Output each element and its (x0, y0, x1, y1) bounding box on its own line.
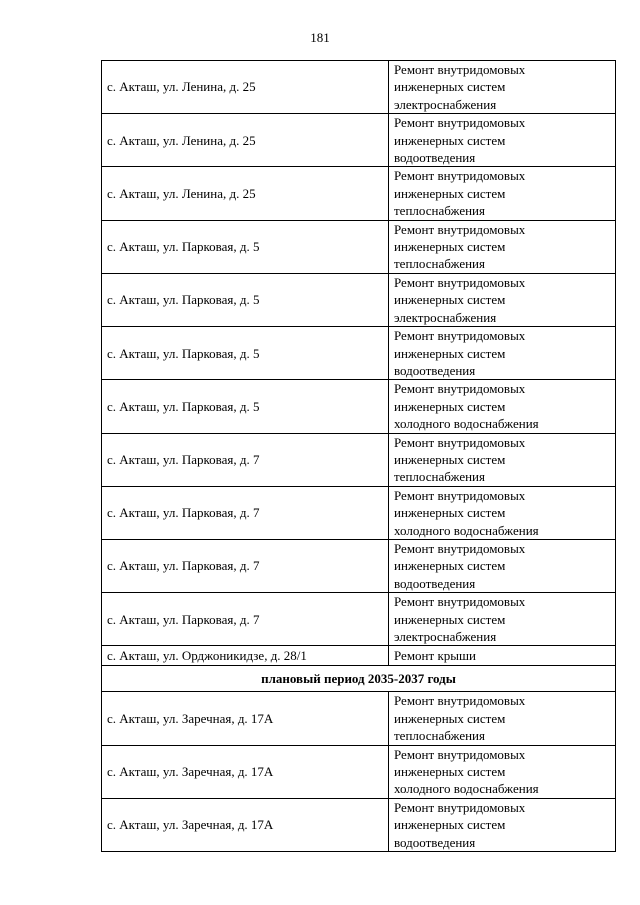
table-row (102, 114, 616, 167)
work-type-line: электроснабжения (394, 309, 497, 325)
address-cell: с. Акташ, ул. Орджоникидзе, д. 28/1 (102, 646, 389, 666)
work-type-cell (389, 745, 616, 798)
work-type-line: теплоснабжения (394, 728, 485, 744)
work-type-line: Ремонт внутридомовых (394, 115, 526, 131)
work-type-line: инженерных систем (394, 79, 506, 95)
work-type-line: Ремонт внутридомовых (394, 594, 526, 610)
work-type-line: Ремонт внутридомовых (394, 168, 526, 184)
work-type-line: водоотведения (394, 150, 476, 166)
work-type-cell (389, 380, 616, 433)
works-table (101, 60, 616, 852)
table-row (102, 593, 616, 646)
table-row (102, 646, 616, 666)
work-type-line: инженерных систем (394, 451, 506, 467)
work-type-cell (389, 798, 616, 851)
work-type-cell (389, 61, 616, 114)
section-header-row (102, 666, 616, 692)
work-type-cell (389, 692, 616, 745)
work-type-line: теплоснабжения (394, 256, 485, 272)
work-type-line: инженерных систем (394, 710, 506, 726)
work-type-line: Ремонт внутридомовых (394, 274, 526, 290)
address-cell: с. Акташ, ул. Заречная, д. 17А (102, 692, 389, 745)
table-body-planned-period (102, 692, 616, 852)
work-type-line: инженерных систем (394, 239, 506, 255)
address-cell: с. Акташ, ул. Парковая, д. 7 (102, 593, 389, 646)
table-row (102, 745, 616, 798)
table-row (102, 692, 616, 745)
address-cell: с. Акташ, ул. Ленина, д. 25 (102, 114, 389, 167)
work-type-line: Ремонт внутридомовых (394, 693, 526, 709)
work-type-line: инженерных систем (394, 611, 506, 627)
address-cell: с. Акташ, ул. Заречная, д. 17А (102, 798, 389, 851)
work-type-cell (389, 646, 616, 666)
work-type-line: электроснабжения (394, 629, 497, 644)
work-type-line: инженерных систем (394, 817, 506, 833)
work-type-line: водоотведения (394, 362, 476, 378)
table-row (102, 167, 616, 220)
work-type-line: теплоснабжения (394, 203, 485, 219)
work-type-line: Ремонт внутридомовых (394, 434, 526, 450)
work-type-cell (389, 167, 616, 220)
table-row (102, 486, 616, 539)
table-row (102, 220, 616, 273)
address-cell: с. Акташ, ул. Парковая, д. 7 (102, 486, 389, 539)
work-type-line: Ремонт внутридомовых (394, 799, 526, 815)
work-type-line: инженерных систем (394, 345, 506, 361)
work-type-line: Ремонт внутридомовых (394, 746, 526, 762)
work-type-line: водоотведения (394, 834, 476, 850)
work-type-line: инженерных систем (394, 132, 506, 148)
work-type-cell (389, 433, 616, 486)
address-cell: с. Акташ, ул. Парковая, д. 5 (102, 273, 389, 326)
work-type-line: инженерных систем (394, 398, 506, 414)
address-cell: с. Акташ, ул. Парковая, д. 5 (102, 380, 389, 433)
table-body-section-header (102, 666, 616, 692)
work-type-cell (389, 539, 616, 592)
address-cell: с. Акташ, ул. Парковая, д. 7 (102, 539, 389, 592)
table-row (102, 327, 616, 380)
table-row (102, 539, 616, 592)
work-type-cell (389, 114, 616, 167)
work-type-cell (389, 327, 616, 380)
work-type-line: инженерных систем (394, 558, 506, 574)
work-type-line: электроснабжения (394, 96, 497, 112)
work-type-line: инженерных систем (394, 764, 506, 780)
section-title: плановый период 2035-2037 годы (102, 666, 616, 692)
address-cell: с. Акташ, ул. Заречная, д. 17А (102, 745, 389, 798)
address-cell: с. Акташ, ул. Парковая, д. 5 (102, 220, 389, 273)
table-row (102, 273, 616, 326)
work-type-line: инженерных систем (394, 505, 506, 521)
work-type-cell (389, 273, 616, 326)
table-body-current-period (102, 61, 616, 666)
work-type-line: Ремонт крыши (394, 648, 476, 664)
work-type-line: Ремонт внутридомовых (394, 381, 526, 397)
work-type-line: холодного водоснабжения (394, 522, 539, 538)
work-type-line: инженерных систем (394, 292, 506, 308)
work-type-line: Ремонт внутридомовых (394, 540, 526, 556)
table-row (102, 798, 616, 851)
work-type-line: Ремонт внутридомовых (394, 487, 526, 503)
work-type-line: холодного водоснабжения (394, 781, 539, 797)
work-type-line: Ремонт внутридомовых (394, 221, 526, 237)
work-type-line: Ремонт внутридомовых (394, 62, 526, 77)
address-cell: с. Акташ, ул. Парковая, д. 7 (102, 433, 389, 486)
work-type-line: теплоснабжения (394, 469, 485, 485)
address-cell: с. Акташ, ул. Ленина, д. 25 (102, 61, 389, 114)
work-type-line: водоотведения (394, 575, 476, 591)
work-type-line: Ремонт внутридомовых (394, 328, 526, 344)
page-number: 181 (310, 30, 330, 45)
table-row (102, 61, 616, 114)
table-row (102, 433, 616, 486)
table-row (102, 380, 616, 433)
work-type-cell (389, 593, 616, 646)
address-cell: с. Акташ, ул. Парковая, д. 5 (102, 327, 389, 380)
work-type-cell (389, 220, 616, 273)
work-type-cell (389, 486, 616, 539)
address-cell: с. Акташ, ул. Ленина, д. 25 (102, 167, 389, 220)
work-type-line: инженерных систем (394, 185, 506, 201)
work-type-line: холодного водоснабжения (394, 416, 539, 432)
